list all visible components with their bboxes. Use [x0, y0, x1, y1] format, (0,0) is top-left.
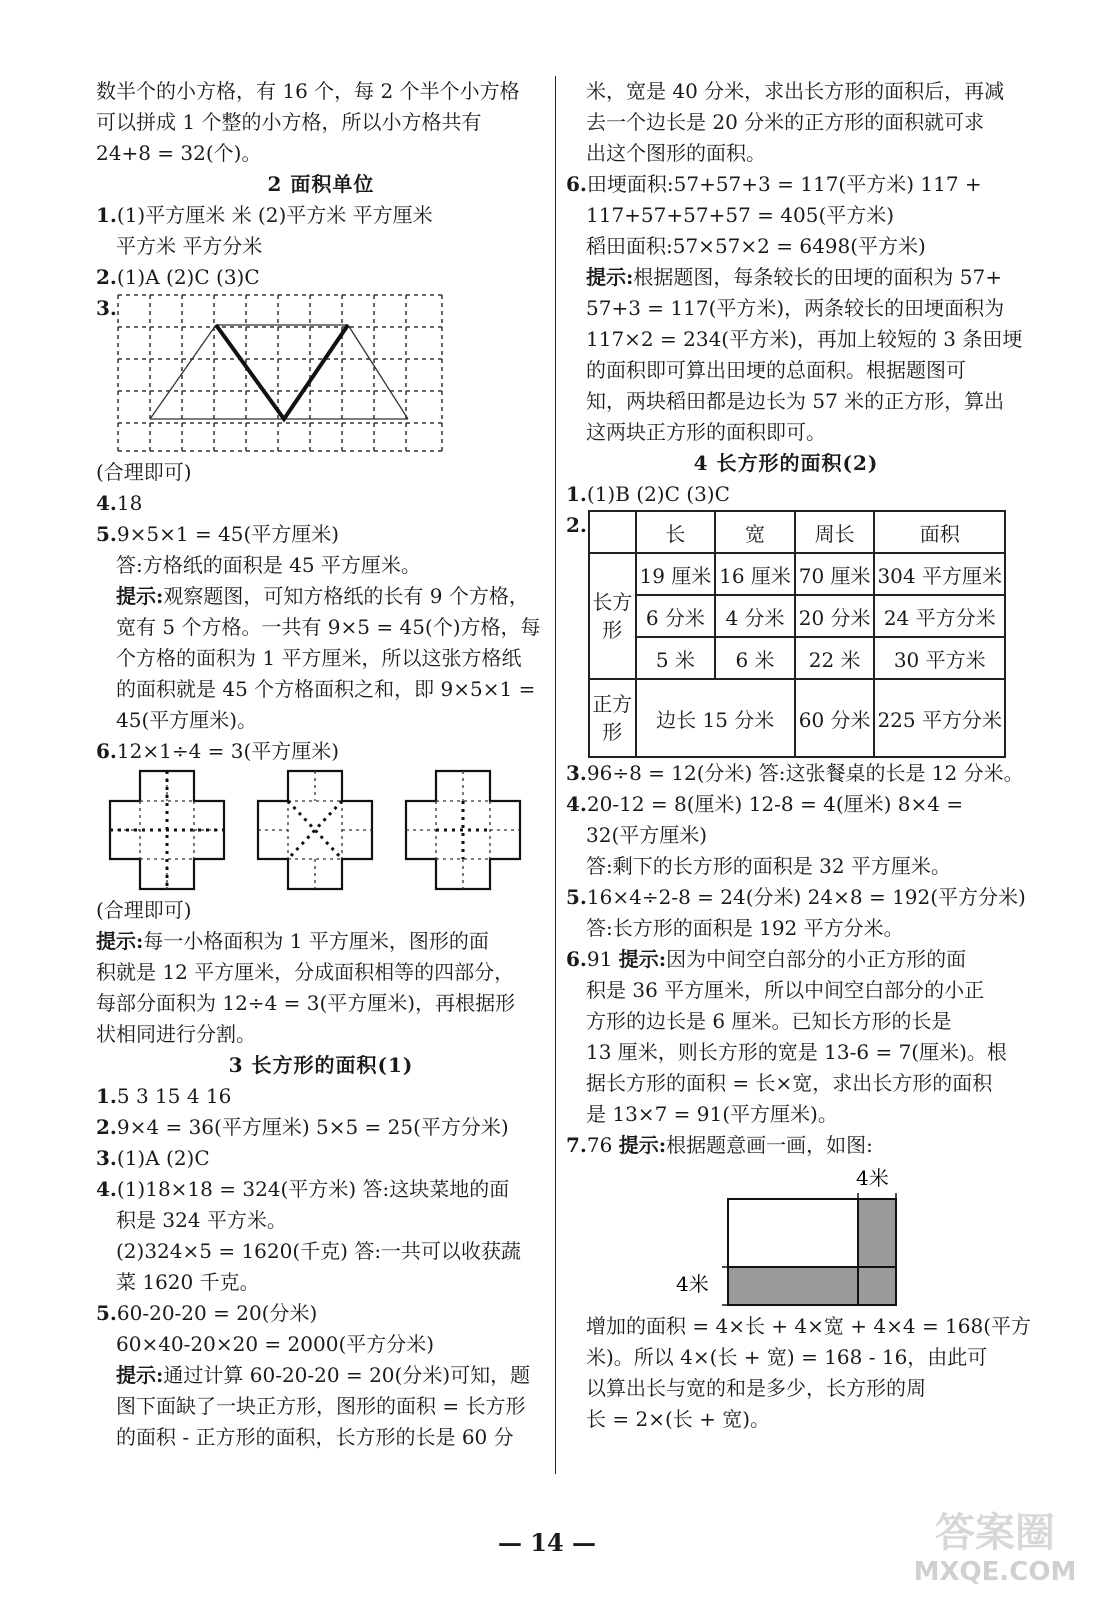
tip-text: 观察题图，可知方格纸的长有 9 个方格，	[163, 584, 529, 608]
answer-text: 答:剩下的长方形的面积是 32 平方厘米。	[586, 854, 951, 878]
table-cell: 304 平方厘米	[874, 553, 1005, 595]
tip-text: 方形的边长是 6 厘米。已知长方形的长是	[586, 1009, 952, 1033]
tip-label: 提示:	[618, 947, 667, 971]
tip-text: 57+3 = 117(平方米)，两条较长的田埂面积为	[586, 296, 1005, 320]
table-header: 面积	[874, 511, 1005, 553]
table-cell: 边长 15 分米	[636, 679, 795, 757]
tip-text: 图下面缺了一块正方形，图形的面积 = 长方形	[116, 1394, 526, 1418]
answer-text: 5 3 15 4 16	[116, 1084, 232, 1108]
table-cell: 30 平方米	[874, 637, 1005, 679]
text-line: 出这个图形的面积。	[586, 141, 766, 165]
question-number: 2.	[96, 265, 117, 289]
rectangle-extension-figure	[566, 1161, 1006, 1311]
column-divider	[555, 76, 556, 1474]
row-label-square: 正方 形	[589, 679, 636, 757]
tip-text: 宽有 5 个方格。一共有 9×5 = 45(个)方格，每	[116, 615, 541, 639]
answer-text: (1)B (2)C (3)C	[586, 482, 730, 506]
table-cell: 6 米	[715, 637, 795, 679]
answer-text: 117+57+57+57 = 405(平方米)	[586, 203, 895, 227]
question-number: 3.	[566, 761, 587, 785]
tip-text: 知，两块稻田都是边长为 57 米的正方形，算出	[586, 389, 1005, 413]
question-number: 6.	[566, 947, 587, 971]
tip-text: 每一小格面积为 1 平方厘米，图形的面	[143, 929, 489, 953]
table-cell: 6 分米	[636, 595, 716, 637]
answer-text: (1)18×18 = 324(平方米) 答:这块菜地的面	[116, 1177, 510, 1201]
question-number: 5.	[96, 1301, 117, 1325]
left-column	[96, 76, 546, 1453]
tip-text: 根据题图，每条较长的田埂的面积为 57+	[633, 265, 1002, 289]
answer-text: 20-12 = 8(厘米) 12-8 = 4(厘米) 8×4 =	[586, 792, 964, 816]
tip-label: 提示:	[618, 1133, 667, 1157]
table-header-row	[589, 511, 1005, 553]
tip-text: 以算出长与宽的和是多少，长方形的周	[586, 1376, 926, 1400]
answer-text: 91	[586, 947, 619, 971]
answer-text: 菜 1620 千克。	[116, 1270, 260, 1294]
table-row	[589, 637, 1005, 679]
table-cell: 70 厘米	[795, 553, 875, 595]
answer-text: 60-20-20 = 20(分米)	[116, 1301, 318, 1325]
tip-text: 是 13×7 = 91(平方厘米)。	[586, 1102, 838, 1126]
answer-text: 96÷8 = 12(分米) 答:这张餐桌的长是 12 分米。	[586, 761, 1024, 785]
answer-text: 9×5×1 = 45(平方厘米)	[116, 522, 340, 546]
tip-text: 个方格的面积为 1 平方厘米，所以这张方格纸	[116, 646, 522, 670]
table-cell: 16 厘米	[715, 553, 795, 595]
table-row	[589, 595, 1005, 637]
section-title-2: 2 面积单位	[267, 172, 375, 196]
answer-text: 答:长方形的面积是 192 平方分米。	[586, 916, 904, 940]
tip-text: 积是 36 平方厘米，所以中间空白部分的小正	[586, 978, 985, 1002]
text-line: 米，宽是 40 分米，求出长方形的面积后，再减	[586, 79, 1005, 103]
tip-label: 提示:	[116, 584, 164, 608]
table-cell: 19 厘米	[636, 553, 716, 595]
table-cell: 22 米	[795, 637, 875, 679]
answer-text: (1)A (2)C (3)C	[116, 265, 260, 289]
page-number: — 14 —	[497, 1528, 597, 1557]
tip-text: 的面积即可算出田埂的总面积。根据题图可	[586, 358, 966, 382]
answer-text: 9×4 = 36(平方厘米) 5×5 = 25(平方分米)	[116, 1115, 509, 1139]
answer-text: (2)324×5 = 1620(千克) 答:一共可以收获蔬	[116, 1239, 522, 1263]
row-label-rectangle: 长方 形	[589, 553, 636, 679]
question-number: 1.	[566, 482, 587, 506]
tip-text: 长 = 2×(长 + 宽)。	[586, 1407, 771, 1431]
tip-text: 13 厘米，则长方形的宽是 13-6 = 7(厘米)。根	[586, 1040, 1007, 1064]
tip-text: 每部分面积为 12÷4 = 3(平方厘米)，再根据形	[96, 991, 516, 1015]
answer-text: 田埂面积:57+57+3 = 117(平方米) 117 +	[586, 172, 982, 196]
question-number: 3.	[96, 296, 117, 320]
question-3	[96, 293, 546, 457]
section-title-3: 3 长方形的面积(1)	[228, 1053, 414, 1077]
tip-text: 据长方形的面积 = 长×宽，求出长方形的面积	[586, 1071, 993, 1095]
answer-text: 16×4÷2-8 = 24(分米) 24×8 = 192(平方分米)	[586, 885, 1026, 909]
answer-text: (1)A (2)C	[116, 1146, 210, 1170]
table-cell: 20 分米	[795, 595, 875, 637]
table-row	[589, 679, 1005, 757]
tip-text: 通过计算 60-20-20 = 20(分米)可知，题	[163, 1363, 531, 1387]
table-cell: 60 分米	[795, 679, 875, 757]
note-text: (合理即可)	[96, 460, 192, 484]
text-line: 可以拼成 1 个整的小方格，所以小方格共有	[96, 110, 482, 134]
table-header: 长	[636, 511, 716, 553]
question-2	[566, 510, 1006, 758]
text-line: 数半个的小方格，有 16 个，每 2 个半个小方格	[96, 79, 520, 103]
table-cell: 4 分米	[715, 595, 795, 637]
tip-text: 这两块正方形的面积即可。	[586, 420, 826, 444]
tip-text: 117×2 = 234(平方米)，再加上较短的 3 条田埂	[586, 327, 1023, 351]
answer-text: 12×1÷4 = 3(平方厘米)	[116, 739, 340, 763]
table-cell: 24 平方分米	[874, 595, 1005, 637]
answer-text: 18	[116, 491, 143, 515]
table-header: 宽	[715, 511, 795, 553]
svg-text:MXQE.COM: MXQE.COM	[913, 1557, 1077, 1587]
note-text: (合理即可)	[96, 898, 192, 922]
right-column	[566, 76, 1032, 1435]
text-line: 去一个边长是 20 分米的正方形的面积就可求	[586, 110, 985, 134]
label-4m-left: 4米	[676, 1272, 709, 1296]
text-line: 24+8 = 32(个)。	[96, 141, 262, 165]
tip-text: 米)。所以 4×(长 + 宽) = 168 - 16，由此可	[586, 1345, 988, 1369]
section-title-4: 4 长方形的面积(2)	[693, 451, 879, 475]
table-cell: 225 平方分米	[874, 679, 1005, 757]
question-number: 1.	[96, 203, 117, 227]
answer-text: 积是 324 平方米。	[116, 1208, 287, 1232]
tip-text: 的面积就是 45 个方格面积之和，即 9×5×1 =	[116, 677, 536, 701]
question-number: 5.	[96, 522, 117, 546]
watermark-logo	[900, 1500, 1090, 1590]
tip-label: 提示:	[586, 265, 634, 289]
question-number: 1.	[96, 1084, 117, 1108]
question-number: 2.	[566, 513, 587, 537]
tip-text: 增加的面积 = 4×长 + 4×宽 + 4×4 = 168(平方	[586, 1314, 1032, 1338]
tip-label: 提示:	[96, 929, 144, 953]
tip-text: 的面积 - 正方形的面积，长方形的长是 60 分	[116, 1425, 514, 1449]
table-cell	[589, 511, 636, 553]
question-number: 7.	[566, 1133, 587, 1157]
answer-text: (1)平方厘米 米 (2)平方米 平方厘米	[116, 203, 433, 227]
question-number: 4.	[96, 1177, 117, 1201]
answer-text: 32(平方厘米)	[586, 823, 708, 847]
triangle-grid-figure	[116, 293, 446, 453]
answer-text: 60×40-20×20 = 2000(平方分米)	[116, 1332, 435, 1356]
answer-text: 稻田面积:57×57×2 = 6498(平方米)	[586, 234, 926, 258]
question-number: 6.	[96, 739, 117, 763]
answer-text: 平方米 平方分米	[116, 234, 263, 258]
answer-text: 76	[586, 1133, 619, 1157]
svg-text:答案圈: 答案圈	[935, 1510, 1055, 1556]
answer-text: 答:方格纸的面积是 45 平方厘米。	[116, 553, 421, 577]
tip-text: 因为中间空白部分的小正方形的面	[666, 947, 967, 971]
question-number: 3.	[96, 1146, 117, 1170]
table-header: 周长	[795, 511, 875, 553]
tip-text: 根据题意画一画，如图:	[666, 1133, 873, 1157]
label-4m-top: 4米	[856, 1166, 889, 1190]
table-cell: 5 米	[636, 637, 716, 679]
cross-division-figures	[96, 767, 546, 895]
answer-table	[588, 510, 1006, 758]
question-number: 2.	[96, 1115, 117, 1139]
question-number: 4.	[96, 491, 117, 515]
question-number: 4.	[566, 792, 587, 816]
question-number: 6.	[566, 172, 587, 196]
tip-text: 45(平方厘米)。	[116, 708, 258, 732]
tip-label: 提示:	[116, 1363, 164, 1387]
table-row	[589, 553, 1005, 595]
question-number: 5.	[566, 885, 587, 909]
tip-text: 状相同进行分割。	[96, 1022, 256, 1046]
tip-text: 积就是 12 平方厘米，分成面积相等的四部分，	[96, 960, 515, 984]
